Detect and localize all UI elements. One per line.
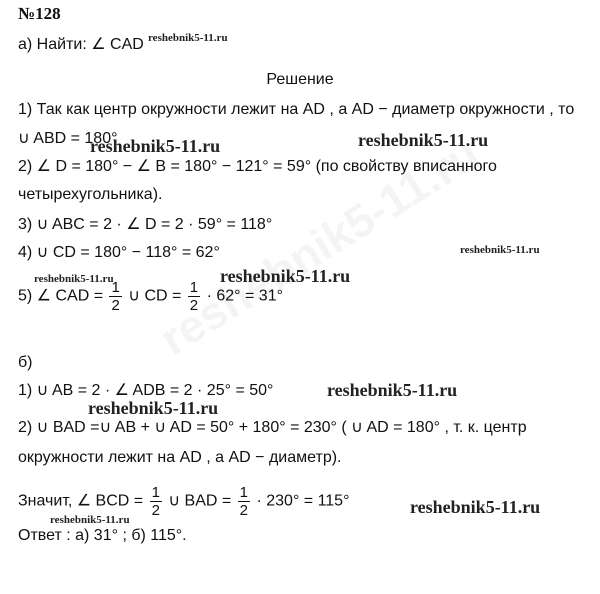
watermark: reshebnik5-11.ru — [88, 398, 219, 418]
watermark: reshebnik5-11.ru — [34, 273, 114, 285]
fraction-numerator: 1 — [111, 279, 120, 296]
fraction-one-half — [150, 484, 162, 519]
step-4: 4) ∪ CD = 180° − 118° = 62° — [18, 244, 220, 261]
fraction-denominator: 2 — [189, 297, 199, 314]
fraction-numerator: 1 — [239, 484, 249, 501]
step-5-mid: ∪ CD = — [128, 287, 182, 305]
fraction-numerator: 1 — [151, 484, 160, 501]
step-3: 3) ∪ ABC = 2 · ∠ D = 2 · 59° = 118° — [18, 216, 273, 233]
problem-number: №128 — [18, 4, 61, 23]
part-b-step-2a: 2) ∪ BAD =∪ AB + ∪ AD = 50° + 180° = 230° ( ∪ AD = 180° , т. к. центр — [18, 419, 527, 436]
watermark: reshebnik5-11.ru — [50, 514, 130, 526]
watermark: reshebnik5-11.ru — [327, 380, 458, 400]
conclusion-prefix: Значит, ∠ BCD = — [18, 492, 144, 510]
step-5-prefix: 5) ∠ CAD = — [18, 287, 104, 305]
part-b-step-1: 1) ∪ AB = 2 · ∠ ADB = 2 · 25° = 50° — [18, 382, 274, 399]
answer: Ответ : а) 31° ; б) 115°. — [18, 527, 187, 544]
watermark: reshebnik5-11.ru — [148, 32, 228, 44]
part-b-step-2b: окружности лежит на AD , а AD − диаметр). — [18, 449, 342, 466]
watermark: reshebnik5-11.ru — [410, 497, 541, 517]
fraction-denominator: 2 — [111, 297, 120, 314]
solution-heading: Решение — [266, 71, 334, 88]
conclusion-mid: ∪ BAD = — [168, 492, 232, 510]
watermark: reshebnik5-11.ru — [358, 130, 489, 150]
fraction-denominator: 2 — [239, 502, 249, 519]
task-statement: а) Найти: ∠ CAD — [18, 36, 144, 53]
step-2a: 2) ∠ D = 180° − ∠ B = 180° − 121° = 59° (по свойству вписанного — [18, 158, 497, 175]
watermark: reshebnik5-11.ru — [460, 244, 540, 256]
watermark: reshebnik5-11.ru — [220, 266, 351, 286]
step-2b: четырехугольника). — [18, 186, 163, 203]
fraction-one-half — [238, 484, 250, 519]
watermark: reshebnik5-11.ru — [90, 136, 221, 156]
step-5-suffix: · 62° = 31° — [206, 287, 283, 305]
fraction-denominator: 2 — [151, 502, 160, 519]
fraction-numerator: 1 — [189, 279, 199, 296]
step-1b: ∪ ABD = 180° — [18, 130, 118, 147]
step-1a: 1) Так как центр окружности лежит на AD , а AD − диаметр окружности , то — [18, 101, 575, 118]
conclusion-suffix: · 230° = 115° — [256, 492, 350, 510]
part-b-label: б) — [18, 354, 33, 371]
